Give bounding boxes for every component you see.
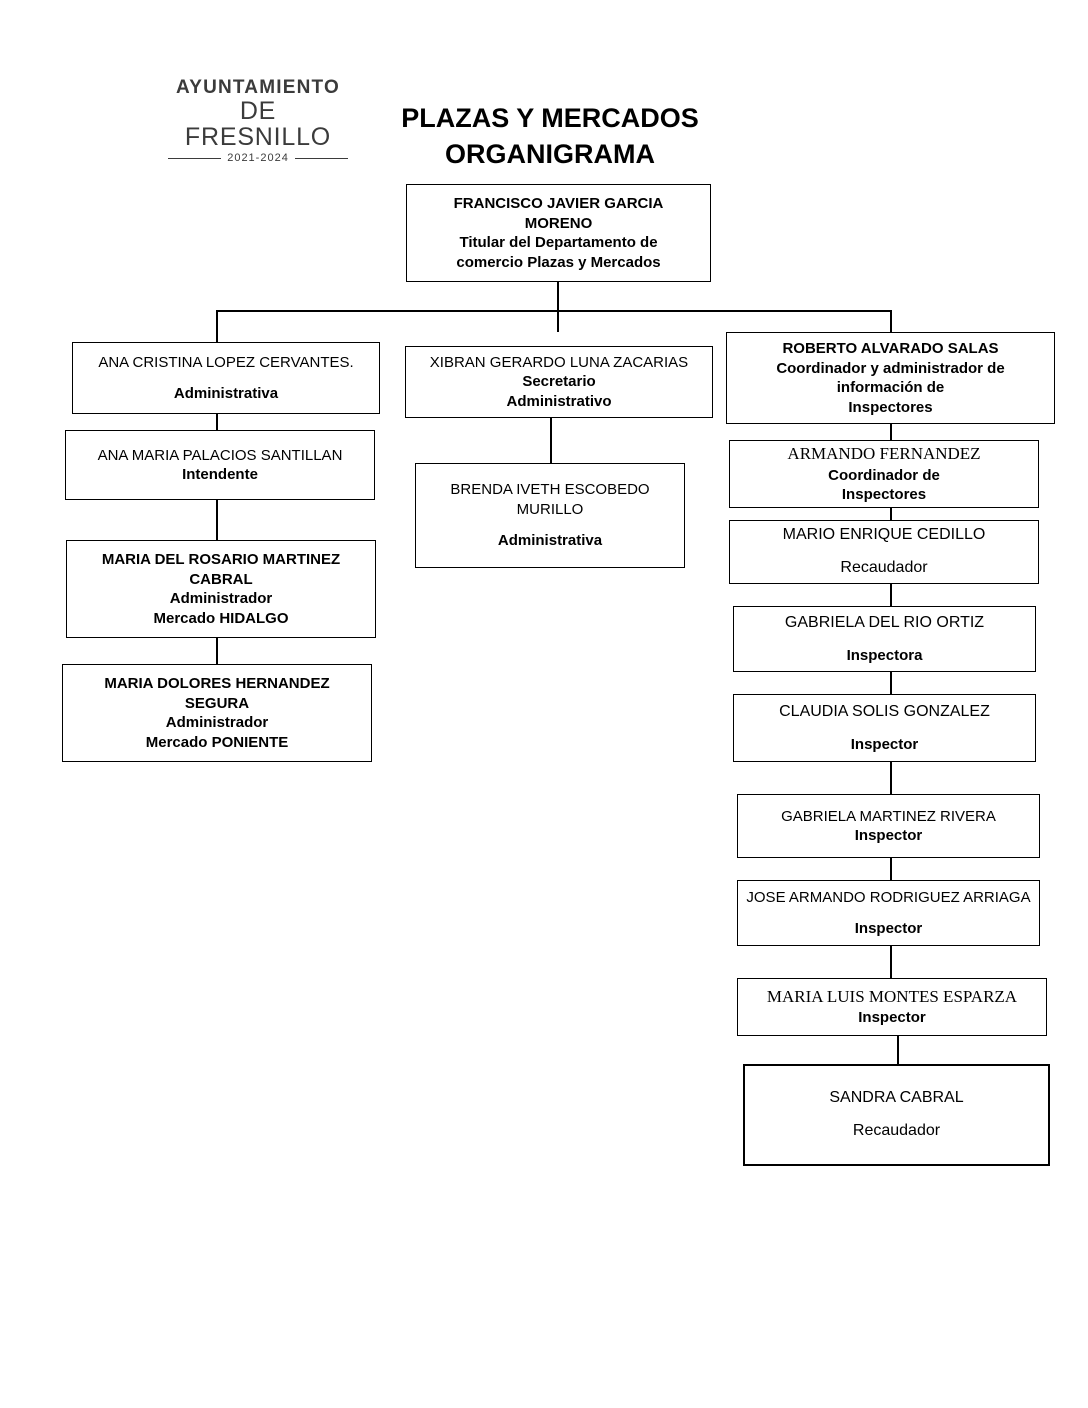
node-maria-dolores-hernandez-segura[interactable]	[62, 664, 372, 762]
connector-right6-right7	[890, 858, 892, 880]
node-left4-role-1: Administrador	[165, 714, 269, 731]
connector-right-drop	[890, 310, 892, 332]
node-gabriela-del-rio-ortiz[interactable]	[733, 606, 1036, 672]
node-armando-fernandez[interactable]	[729, 440, 1039, 508]
node-right9-name: SANDRA CABRAL	[829, 1089, 964, 1107]
node-left4-name-2: SEGURA	[184, 694, 250, 712]
node-center2-name-1: BRENDA IVETH ESCOBEDO	[450, 481, 650, 499]
connector-right7-right8	[890, 946, 892, 978]
node-left1-name: ANA CRISTINA LOPEZ CERVANTES.	[98, 353, 354, 371]
node-left3-role-1: Administrador	[169, 590, 273, 607]
connector-root-bus	[216, 310, 891, 312]
node-right5-role: Inspector	[850, 735, 919, 753]
node-left3-role-2: Mercado HIDALGO	[153, 609, 289, 627]
node-brenda-iveth-escobedo-murillo[interactable]	[415, 463, 685, 568]
logo-line-2: DE FRESNILLO	[184, 96, 332, 152]
connector-left1-left2	[216, 414, 218, 430]
node-right7-name: JOSE ARMANDO RODRIGUEZ ARRIAGA	[746, 888, 1031, 906]
node-right8-role: Inspector	[858, 1009, 926, 1027]
node-right5-name: CLAUDIA SOLIS GONZALEZ	[779, 702, 990, 720]
node-center1-role-2: Administrativo	[506, 392, 612, 410]
node-right8-name: MARIA LUIS MONTES ESPARZA	[766, 987, 1018, 1007]
connector-root-stem	[557, 282, 559, 332]
node-roberto-alvarado-salas[interactable]	[726, 332, 1055, 424]
connector-right1-right2	[890, 424, 892, 440]
ayuntamiento-logo	[168, 78, 348, 164]
page-title	[340, 100, 760, 173]
title-line-1: PLAZAS Y MERCADOS	[401, 103, 699, 133]
node-sandra-cabral[interactable]	[743, 1064, 1050, 1166]
node-right2-role-2: Inspectores	[841, 486, 927, 504]
node-right6-role: Inspector	[854, 827, 923, 844]
node-left4-role-2: Mercado PONIENTE	[145, 733, 289, 751]
node-gabriela-martinez-rivera[interactable]	[737, 794, 1040, 858]
node-jose-armando-rodriguez-arriaga[interactable]	[737, 880, 1040, 946]
connector-right3-right4	[890, 584, 892, 606]
connector-left3-left4	[216, 638, 218, 664]
logo-line-1: AYUNTAMIENTO	[176, 77, 340, 98]
node-left3-name-1: MARIA DEL ROSARIO MARTINEZ	[101, 551, 341, 568]
node-ana-maria-palacios-santillan[interactable]	[65, 430, 375, 500]
node-right2-role-1: Coordinador de	[828, 466, 940, 484]
node-right1-role-1: Coordinador y administrador de	[776, 359, 1005, 377]
node-center2-name-2: MURILLO	[516, 500, 584, 518]
logo-years-row	[168, 152, 348, 164]
node-mario-enrique-cedillo[interactable]	[729, 520, 1039, 584]
node-right4-role: Inspectora	[846, 646, 923, 664]
node-left2-role: Intendente	[182, 466, 258, 483]
connector-right2-right3	[890, 508, 892, 520]
connector-left-drop	[216, 310, 218, 342]
title-line-2: ORGANIGRAMA	[445, 139, 655, 170]
node-right7-role: Inspector	[854, 920, 923, 937]
node-right6-name: GABRIELA MARTINEZ RIVERA	[781, 807, 996, 825]
node-center1-name: XIBRAN GERARDO LUNA ZACARIAS	[429, 353, 689, 371]
node-claudia-solis-gonzalez[interactable]	[733, 694, 1036, 762]
node-root-name-1: FRANCISCO JAVIER GARCIA	[453, 195, 664, 212]
node-left3-name-2: CABRAL	[189, 570, 253, 588]
node-left4-name-1: MARIA DOLORES HERNANDEZ	[104, 675, 330, 692]
node-right9-role: Recaudador	[852, 1122, 941, 1139]
connector-right4-right5	[890, 672, 892, 694]
logo-rule-left	[168, 158, 221, 159]
node-right1-name: ROBERTO ALVARADO SALAS	[782, 340, 999, 357]
connector-center1-center2	[550, 418, 552, 463]
node-left1-role: Administrativa	[173, 385, 279, 402]
connector-left2-left3	[216, 500, 218, 540]
node-left2-name: ANA MARIA PALACIOS SANTILLAN	[97, 446, 343, 464]
node-root-name-2: MORENO	[524, 214, 593, 232]
node-maria-del-rosario-martinez-cabral[interactable]	[66, 540, 376, 638]
node-center1-role-1: Secretario	[522, 373, 596, 391]
node-root-role-1: Titular del Departamento de	[459, 234, 658, 251]
node-right4-name: GABRIELA DEL RIO ORTIZ	[784, 613, 985, 631]
node-maria-luis-montes-esparza[interactable]	[737, 978, 1047, 1036]
node-xibran-gerardo-luna-zacarias[interactable]	[405, 346, 713, 418]
node-center2-role: Administrativa	[497, 532, 603, 550]
node-right3-name: MARIO ENRIQUE CEDILLO	[782, 526, 986, 544]
node-right1-role-3: Inspectores	[848, 398, 933, 416]
node-root[interactable]	[406, 184, 711, 282]
node-right1-role-2: información de	[836, 379, 945, 396]
connector-right5-right6	[890, 762, 892, 794]
node-right2-name: ARMANDO FERNANDEZ	[787, 444, 981, 464]
connector-right8-right9	[897, 1036, 899, 1064]
node-right3-role: Recaudador	[840, 559, 928, 576]
node-root-role-2: comercio Plazas y Mercados	[456, 253, 661, 271]
node-ana-cristina-lopez-cervantes[interactable]	[72, 342, 380, 414]
logo-years: 2021-2024	[227, 152, 289, 165]
